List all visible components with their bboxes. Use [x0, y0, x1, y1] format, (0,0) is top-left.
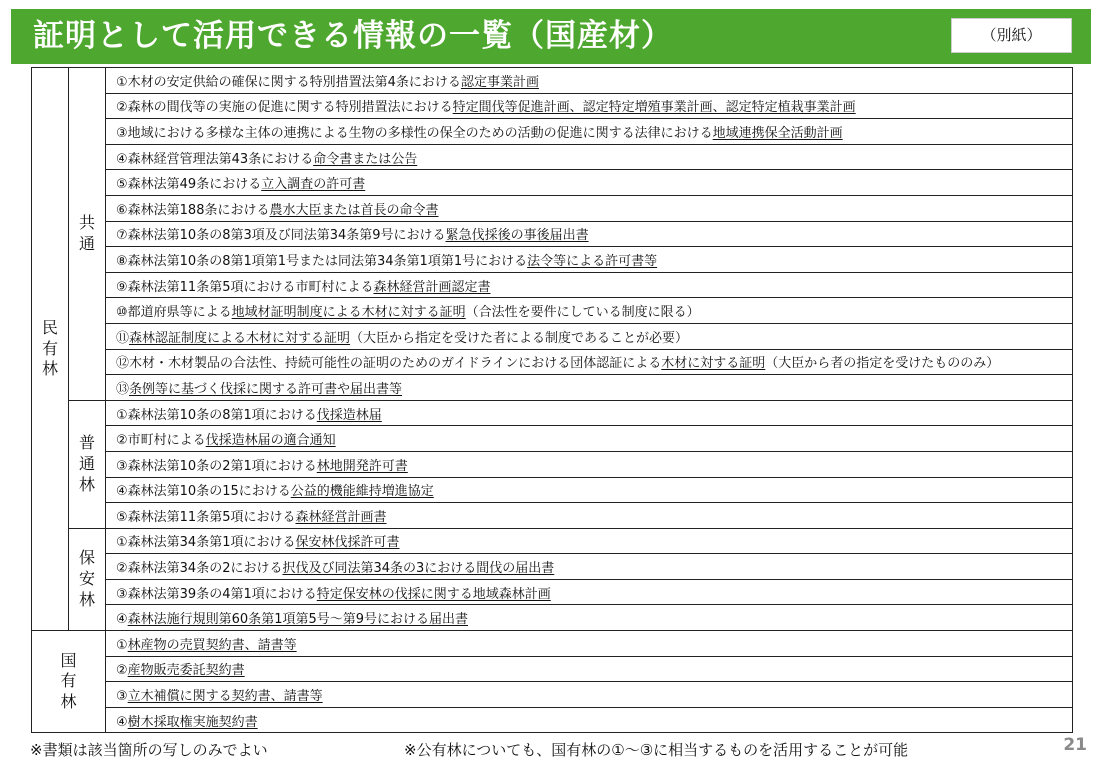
table-row-text — [106, 528, 1073, 554]
row-prefix: ⑧森林法第10条の8第1項第1号または同法第34条第1項第1号における — [116, 253, 528, 269]
row-underlined: 命令書または公告 — [313, 151, 418, 167]
table-row-text — [106, 426, 1073, 452]
table-row-text — [106, 349, 1073, 375]
table-row-text — [106, 375, 1073, 401]
row-underlined: 法令等による許可書等 — [527, 253, 658, 269]
table-row-text — [106, 195, 1073, 221]
table-row-text — [106, 631, 1073, 657]
row-underlined: 地域連携保全活動計画 — [712, 125, 843, 141]
subgroup-common-label: 共通 — [78, 213, 95, 253]
table-row — [32, 682, 1073, 708]
row-prefix: ①森林法第34条第1項における — [116, 535, 296, 551]
subgroup-protection-label: 保安林 — [78, 548, 95, 609]
table-row — [32, 605, 1073, 631]
table-row — [32, 503, 1073, 529]
table-row-text — [106, 144, 1073, 170]
table-row-text — [106, 272, 1073, 298]
page-title: 証明として活用できる情報の一覧（国産材） — [33, 18, 673, 54]
row-prefix: ⑬ — [116, 381, 130, 397]
subgroup-common — [69, 68, 106, 401]
row-prefix: ③ — [116, 689, 128, 705]
row-underlined: 立入調査の許可書 — [261, 177, 366, 193]
row-suffix: （大臣から指定を受けた者による制度であることが必要） — [350, 330, 689, 346]
table-row — [32, 400, 1073, 426]
row-underlined: 木材に対する証明 — [661, 356, 766, 372]
row-prefix: ②市町村による — [116, 433, 206, 449]
row-prefix: ⑤森林法第49条における — [116, 177, 262, 193]
table-row-text — [106, 400, 1073, 426]
table-row — [32, 554, 1073, 580]
footnote-public-forest: ※公有林についても、国有林の①～③に相当するものを活用することが可能 — [404, 741, 909, 759]
table-row-text — [106, 298, 1073, 324]
table-row-text — [106, 554, 1073, 580]
table-row-text — [106, 93, 1073, 119]
row-suffix: （大臣から者の指定を受けたもののみ） — [765, 356, 1000, 372]
row-underlined: 農水大臣または首長の命令書 — [269, 202, 439, 218]
row-suffix: （合法性を要件にしている制度に限る） — [465, 305, 700, 321]
row-prefix: ③森林法第39条の4第1項における — [116, 586, 317, 602]
group-national-forest — [32, 631, 106, 733]
row-prefix: ⑥森林法第188条における — [116, 202, 270, 218]
table-row — [32, 477, 1073, 503]
title-banner — [11, 9, 1091, 64]
subgroup-ordinary — [69, 400, 106, 528]
group-private-forest — [32, 68, 69, 631]
table-row-text — [106, 477, 1073, 503]
row-prefix: ④ — [116, 612, 128, 628]
table-row — [32, 195, 1073, 221]
table-row — [32, 451, 1073, 477]
table-row — [32, 93, 1073, 119]
row-underlined: 地域材証明制度による木材に対する証明 — [231, 305, 466, 321]
row-underlined: 林産物の売買契約書、請書等 — [127, 637, 297, 653]
table-row — [32, 323, 1073, 349]
table-row — [32, 656, 1073, 682]
row-underlined: 特定保安林の伐採に関する地域森林計画 — [316, 586, 551, 602]
row-prefix: ④ — [116, 714, 128, 730]
group-national-forest-label: 国有林 — [60, 650, 77, 712]
table-row — [32, 631, 1073, 657]
attachment-label: （別紙） — [951, 18, 1072, 53]
subgroup-ordinary-label: 普通林 — [78, 433, 95, 494]
evidence-table-body — [32, 68, 1073, 733]
table-row — [32, 144, 1073, 170]
row-underlined: 択伐及び同法第34条の3における間伐の届出書 — [282, 561, 555, 577]
evidence-table — [31, 67, 1073, 733]
table-row-text — [106, 707, 1073, 733]
row-prefix: ②森林法第34条の2における — [116, 561, 283, 577]
table-row — [32, 375, 1073, 401]
subgroup-protection — [69, 528, 106, 630]
row-prefix: ④森林経営管理法第43条における — [116, 151, 314, 167]
row-underlined: 森林経営計画認定書 — [373, 279, 491, 295]
row-prefix: ⑦森林法第10条の8第3項及び同法第34条第9号における — [116, 228, 446, 244]
table-row — [32, 349, 1073, 375]
row-prefix: ⑤森林法第11条第5項における — [116, 509, 296, 525]
table-row — [32, 247, 1073, 273]
table-row-text — [106, 579, 1073, 605]
table-row-text — [106, 170, 1073, 196]
table-row-text — [106, 247, 1073, 273]
table-row — [32, 272, 1073, 298]
table-row — [32, 221, 1073, 247]
row-underlined: 伐採造林届の適合通知 — [205, 433, 336, 449]
table-row — [32, 170, 1073, 196]
row-underlined: 産物販売委託契約書 — [127, 663, 245, 679]
table-row — [32, 426, 1073, 452]
group-private-forest-label: 民有林 — [41, 317, 58, 379]
row-underlined: 公益的機能維持増進協定 — [290, 484, 434, 500]
row-prefix: ①森林法第10条の8第1項における — [116, 407, 317, 423]
footnote-documents: ※書類は該当箇所の写しのみでよい — [30, 741, 268, 759]
table-row-text — [106, 221, 1073, 247]
table-row — [32, 119, 1073, 145]
table-row-text — [106, 68, 1073, 94]
row-prefix: ②森林の間伐等の実施の促進に関する特別措置法における — [116, 100, 453, 116]
table-row-text — [106, 503, 1073, 529]
table-row-text — [106, 682, 1073, 708]
row-underlined: 樹木採取権実施契約書 — [127, 714, 258, 730]
row-prefix: ⑨森林法第11条第5項における市町村による — [116, 279, 374, 295]
row-underlined: 保安林伐採許可書 — [295, 535, 400, 551]
table-row-text — [106, 656, 1073, 682]
page-number: 21 — [1063, 735, 1087, 755]
row-underlined: 森林法施行規則第60条第1項第5号～第9号における届出書 — [127, 612, 469, 628]
table-row — [32, 68, 1073, 94]
table-row — [32, 528, 1073, 554]
row-underlined: 林地開発許可書 — [316, 458, 408, 474]
row-underlined: 特定間伐等促進計画、認定特定増殖事業計画、認定特定植栽事業計画 — [452, 100, 856, 116]
row-underlined: 条例等に基づく伐採に関する許可書や届出書等 — [129, 381, 403, 397]
row-prefix: ③地域における多様な主体の連携による生物の多様性の保全のための活動の促進に関する法律における — [116, 125, 713, 141]
row-prefix: ①木材の安定供給の確保に関する特別措置法第4条における — [116, 74, 461, 90]
row-prefix: ⑪ — [116, 330, 130, 346]
row-prefix: ④森林法第10条の15における — [116, 484, 291, 500]
row-underlined: 伐採造林届 — [316, 407, 382, 423]
row-prefix: ② — [116, 663, 128, 679]
row-underlined: 立木補償に関する契約書、請書等 — [127, 689, 323, 705]
table-row-text — [106, 451, 1073, 477]
table-row — [32, 707, 1073, 733]
row-underlined: 緊急伐採後の事後届出書 — [445, 228, 589, 244]
table-row-text — [106, 605, 1073, 631]
row-prefix: ⑫木材・木材製品の合法性、持続可能性の証明のためのガイドラインにおける団体認証による — [116, 356, 662, 372]
row-underlined: 認定事業計画 — [460, 74, 539, 90]
row-underlined: 森林経営計画書 — [295, 509, 387, 525]
row-prefix: ⑩都道府県等による — [116, 305, 232, 321]
row-underlined: 森林認証制度による木材に対する証明 — [129, 330, 351, 346]
table-row-text — [106, 119, 1073, 145]
row-prefix: ① — [116, 637, 128, 653]
table-row-text — [106, 323, 1073, 349]
row-prefix: ③森林法第10条の2第1項における — [116, 458, 317, 474]
table-row — [32, 298, 1073, 324]
table-row — [32, 579, 1073, 605]
